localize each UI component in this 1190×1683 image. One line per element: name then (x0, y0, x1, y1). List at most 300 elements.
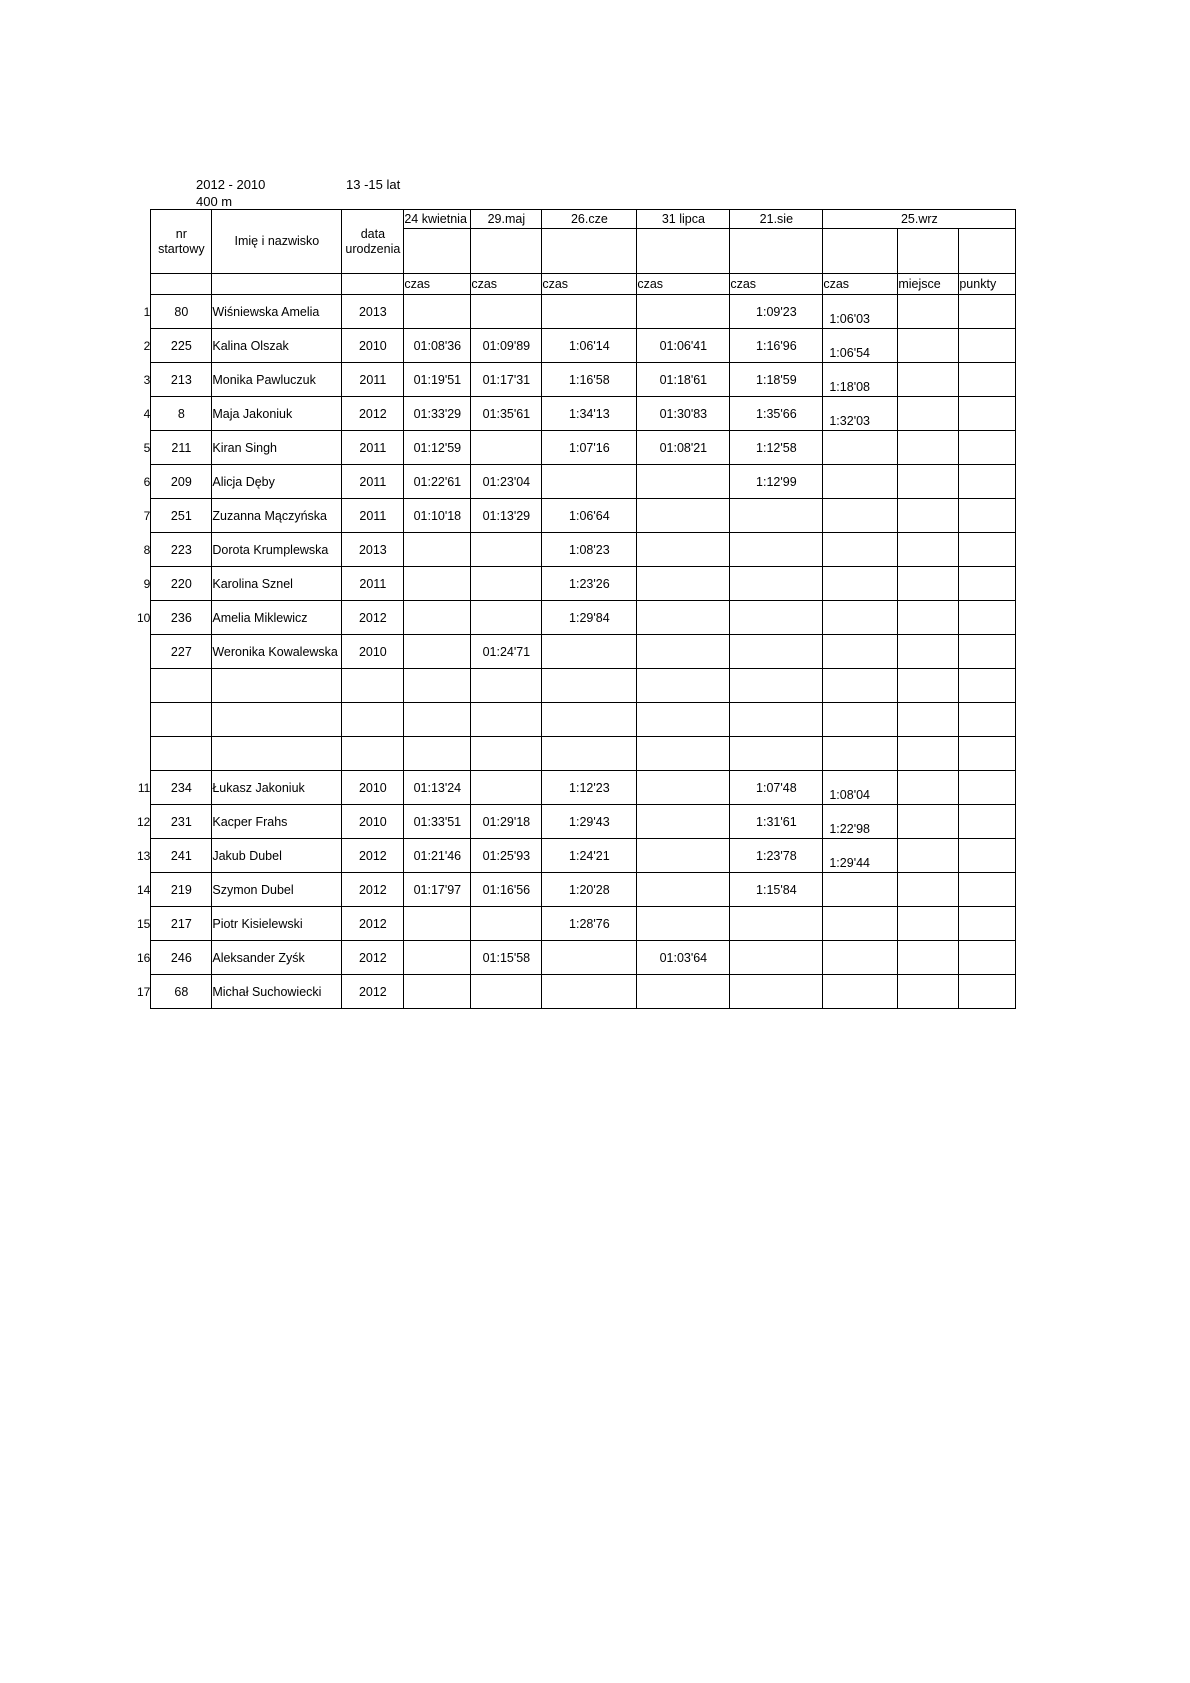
cell-points (959, 703, 1016, 737)
table-row (137, 635, 1016, 669)
cell-time-6 (823, 907, 898, 941)
cell-time-5: 1:12'58 (730, 431, 823, 465)
cell-time-3: 1:23'26 (542, 567, 637, 601)
title-block (196, 176, 546, 210)
header-gap-8 (959, 229, 1016, 274)
cell-time-4: 01:03'64 (637, 941, 730, 975)
cell-time-6: 1:22'98 (823, 805, 898, 839)
cell-time-2 (471, 669, 542, 703)
cell-time-2 (471, 601, 542, 635)
row-index (137, 635, 151, 669)
header-nr-line1: nr (175, 226, 187, 241)
cell-time-1: 01:13'24 (404, 771, 471, 805)
cell-time-1: 01:10'18 (404, 499, 471, 533)
cell-time-1 (404, 533, 471, 567)
cell-time-1 (404, 601, 471, 635)
cell-start-number (151, 703, 212, 737)
cell-points (959, 737, 1016, 771)
cell-place (898, 839, 959, 873)
cell-time-1: 01:12'59 (404, 431, 471, 465)
cell-time-2 (471, 737, 542, 771)
cell-time-6 (823, 601, 898, 635)
cell-place (898, 635, 959, 669)
cell-time-3: 1:16'58 (542, 363, 637, 397)
cell-time-5 (730, 669, 823, 703)
cell-time-4: 01:18'61 (637, 363, 730, 397)
subheader-czas-2: czas (471, 274, 542, 295)
cell-time-2: 01:23'04 (471, 465, 542, 499)
cell-time-2 (471, 533, 542, 567)
cell-athlete-name: Alicja Dęby (212, 465, 342, 499)
cell-time-6: 1:08'04 (823, 771, 898, 805)
cell-athlete-name (212, 737, 342, 771)
header-date-6: 25.wrz (823, 210, 1016, 229)
cell-athlete-name: Szymon Dubel (212, 873, 342, 907)
cell-time-6: 1:18'08 (823, 363, 898, 397)
cell-athlete-name: Weronika Kowalewska (212, 635, 342, 669)
cell-birth-year: 2012 (342, 941, 404, 975)
table-row (137, 737, 1016, 771)
row-index: 7 (143, 508, 151, 523)
cell-place (898, 669, 959, 703)
index-spacer-3 (137, 274, 151, 295)
cell-time-3: 1:07'16 (542, 431, 637, 465)
cell-points (959, 295, 1016, 329)
cell-place (898, 431, 959, 465)
header-date-3: 26.cze (542, 210, 637, 229)
header-gap-3 (542, 229, 637, 274)
cell-points (959, 465, 1016, 499)
cell-athlete-name: Kacper Frahs (212, 805, 342, 839)
cell-time-5 (730, 941, 823, 975)
row-index: 5 (143, 440, 151, 455)
cell-time-6: 1:06'03 (823, 295, 898, 329)
cell-athlete-name: Piotr Kisielewski (212, 907, 342, 941)
cell-time-4 (637, 873, 730, 907)
subheader-czas-4: czas (637, 274, 730, 295)
cell-time-5 (730, 533, 823, 567)
cell-time-5: 1:35'66 (730, 397, 823, 431)
cell-time-6 (823, 499, 898, 533)
table-row (137, 601, 1016, 635)
cell-birth-year: 2012 (342, 839, 404, 873)
header-row-dates (137, 210, 1016, 229)
cell-start-number: 246 (151, 941, 212, 975)
subheader-czas-3: czas (542, 274, 637, 295)
cell-start-number: 220 (151, 567, 212, 601)
cell-time-1 (404, 907, 471, 941)
header-dob-line2: urodzenia (345, 241, 401, 256)
table-row (137, 397, 1016, 431)
cell-place (898, 737, 959, 771)
row-index (137, 703, 151, 737)
row-index: 13 (137, 848, 151, 863)
cell-points (959, 567, 1016, 601)
cell-place (898, 601, 959, 635)
header-gap-4 (637, 229, 730, 274)
cell-points (959, 941, 1016, 975)
cell-time-3: 1:29'84 (542, 601, 637, 635)
cell-place (898, 703, 959, 737)
row-index: 4 (143, 406, 151, 421)
cell-time-5 (730, 975, 823, 1009)
cell-time-5: 1:31'61 (730, 805, 823, 839)
cell-points (959, 771, 1016, 805)
cell-time-6: 1:32'03 (823, 397, 898, 431)
cell-start-number: 234 (151, 771, 212, 805)
row-index: 12 (137, 814, 151, 829)
table-row (137, 703, 1016, 737)
cell-time-2: 01:24'71 (471, 635, 542, 669)
cell-points (959, 907, 1016, 941)
age-years-label: 2012 - 2010 (196, 177, 266, 192)
cell-start-number: 80 (151, 295, 212, 329)
cell-points (959, 329, 1016, 363)
cell-start-number: 209 (151, 465, 212, 499)
cell-points (959, 635, 1016, 669)
cell-time-3 (542, 295, 637, 329)
table-row (137, 295, 1016, 329)
cell-time-5 (730, 907, 823, 941)
cell-athlete-name: Jakub Dubel (212, 839, 342, 873)
cell-time-6 (823, 533, 898, 567)
title-row-2 (196, 193, 546, 210)
cell-time-2 (471, 703, 542, 737)
cell-start-number: 231 (151, 805, 212, 839)
cell-points (959, 975, 1016, 1009)
cell-points (959, 601, 1016, 635)
cell-time-6: 1:06'54 (823, 329, 898, 363)
index-spacer-2 (137, 229, 151, 274)
table-row (137, 499, 1016, 533)
cell-start-number: 225 (151, 329, 212, 363)
cell-time-4 (637, 669, 730, 703)
cell-start-number: 236 (151, 601, 212, 635)
cell-time-6 (823, 635, 898, 669)
header-nr (151, 210, 212, 274)
cell-time-3 (542, 975, 637, 1009)
cell-time-5 (730, 737, 823, 771)
header-date-5: 21.sie (730, 210, 823, 229)
cell-points (959, 873, 1016, 907)
row-index: 1 (143, 304, 151, 319)
cell-time-1 (404, 737, 471, 771)
cell-time-4 (637, 465, 730, 499)
row-index: 16 (137, 950, 151, 965)
distance-label: 400 m (196, 194, 233, 209)
cell-time-1 (404, 567, 471, 601)
header-name: Imię i nazwisko (212, 210, 342, 274)
cell-start-number (151, 737, 212, 771)
cell-time-4 (637, 567, 730, 601)
cell-time-2 (471, 771, 542, 805)
cell-time-1 (404, 635, 471, 669)
cell-time-3: 1:29'43 (542, 805, 637, 839)
cell-time-4 (637, 771, 730, 805)
cell-time-4 (637, 703, 730, 737)
row-index (137, 669, 151, 703)
cell-start-number: 68 (151, 975, 212, 1009)
cell-time-6 (823, 975, 898, 1009)
cell-time-3 (542, 635, 637, 669)
cell-points (959, 805, 1016, 839)
cell-place (898, 907, 959, 941)
cell-time-3: 1:12'23 (542, 771, 637, 805)
table-row (137, 431, 1016, 465)
row-index: 2 (143, 338, 151, 353)
cell-time-6 (823, 465, 898, 499)
cell-time-1 (404, 941, 471, 975)
cell-time-1: 01:33'51 (404, 805, 471, 839)
row-index: 8 (143, 542, 151, 557)
header-date-2: 29.maj (471, 210, 542, 229)
results-table (137, 209, 1016, 1009)
row-index: 9 (143, 576, 151, 591)
header-gap-5 (730, 229, 823, 274)
cell-birth-year (342, 669, 404, 703)
cell-birth-year: 2013 (342, 295, 404, 329)
cell-time-2: 01:16'56 (471, 873, 542, 907)
table-row (137, 873, 1016, 907)
header-date-4: 31 lipca (637, 210, 730, 229)
header-gap-2 (471, 229, 542, 274)
cell-birth-year: 2012 (342, 873, 404, 907)
cell-birth-year: 2011 (342, 465, 404, 499)
cell-athlete-name: Aleksander Zyśk (212, 941, 342, 975)
row-index: 6 (143, 474, 151, 489)
cell-time-4 (637, 295, 730, 329)
cell-birth-year: 2010 (342, 771, 404, 805)
row-index: 11 (137, 780, 151, 795)
index-spacer (137, 210, 151, 229)
cell-time-6 (823, 941, 898, 975)
header-gap-6 (823, 229, 898, 274)
cell-birth-year: 2010 (342, 635, 404, 669)
cell-time-4 (637, 635, 730, 669)
cell-time-4 (637, 839, 730, 873)
cell-time-5 (730, 601, 823, 635)
cell-time-3: 1:24'21 (542, 839, 637, 873)
cell-time-3: 1:28'76 (542, 907, 637, 941)
cell-time-4: 01:06'41 (637, 329, 730, 363)
cell-points (959, 669, 1016, 703)
cell-start-number: 251 (151, 499, 212, 533)
cell-place (898, 533, 959, 567)
cell-time-5 (730, 635, 823, 669)
table-row (137, 805, 1016, 839)
cell-time-6 (823, 703, 898, 737)
cell-place (898, 397, 959, 431)
table-head (137, 210, 1016, 295)
cell-start-number: 213 (151, 363, 212, 397)
cell-athlete-name: Amelia Miklewicz (212, 601, 342, 635)
table-row (137, 669, 1016, 703)
cell-time-2 (471, 431, 542, 465)
cell-time-3 (542, 669, 637, 703)
cell-birth-year: 2010 (342, 805, 404, 839)
cell-time-5: 1:16'96 (730, 329, 823, 363)
table-row (137, 771, 1016, 805)
cell-time-4 (637, 805, 730, 839)
cell-place (898, 329, 959, 363)
cell-time-5: 1:18'59 (730, 363, 823, 397)
cell-athlete-name: Łukasz Jakoniuk (212, 771, 342, 805)
cell-start-number: 211 (151, 431, 212, 465)
table-row (137, 567, 1016, 601)
cell-athlete-name: Zuzanna Mączyńska (212, 499, 342, 533)
row-index: 10 (137, 610, 151, 625)
cell-time-3 (542, 941, 637, 975)
row-index: 14 (137, 882, 151, 897)
row-index: 3 (143, 372, 151, 387)
cell-time-6 (823, 431, 898, 465)
cell-points (959, 533, 1016, 567)
cell-birth-year: 2011 (342, 499, 404, 533)
table-row (137, 363, 1016, 397)
table-row (137, 907, 1016, 941)
cell-time-5 (730, 499, 823, 533)
cell-time-6 (823, 567, 898, 601)
header-gap-7 (898, 229, 959, 274)
cell-place (898, 941, 959, 975)
cell-time-3: 1:34'13 (542, 397, 637, 431)
cell-start-number: 227 (151, 635, 212, 669)
cell-time-2: 01:29'18 (471, 805, 542, 839)
cell-place (898, 567, 959, 601)
cell-time-6: 1:29'44 (823, 839, 898, 873)
cell-time-4 (637, 975, 730, 1009)
cell-start-number: 223 (151, 533, 212, 567)
row-index: 15 (137, 916, 151, 931)
cell-time-6 (823, 669, 898, 703)
cell-birth-year: 2010 (342, 329, 404, 363)
cell-start-number: 241 (151, 839, 212, 873)
cell-points (959, 363, 1016, 397)
cell-points (959, 431, 1016, 465)
cell-birth-year (342, 703, 404, 737)
cell-athlete-name: Michał Suchowiecki (212, 975, 342, 1009)
cell-time-5: 1:09'23 (730, 295, 823, 329)
cell-time-3: 1:20'28 (542, 873, 637, 907)
cell-time-1: 01:08'36 (404, 329, 471, 363)
cell-time-2 (471, 295, 542, 329)
row-index: 17 (137, 984, 151, 999)
cell-time-4 (637, 737, 730, 771)
subheader-miejsce: miejsce (898, 274, 959, 295)
cell-time-2: 01:17'31 (471, 363, 542, 397)
cell-birth-year: 2012 (342, 601, 404, 635)
cell-time-5 (730, 703, 823, 737)
cell-athlete-name: Kiran Singh (212, 431, 342, 465)
table-row (137, 329, 1016, 363)
cell-time-1: 01:33'29 (404, 397, 471, 431)
table-row (137, 465, 1016, 499)
cell-time-5 (730, 567, 823, 601)
subheader-czas-5: czas (730, 274, 823, 295)
cell-birth-year: 2011 (342, 363, 404, 397)
cell-place (898, 975, 959, 1009)
cell-birth-year (342, 737, 404, 771)
title-row-1 (196, 176, 546, 193)
cell-place (898, 465, 959, 499)
subheader-nr (151, 274, 212, 295)
table-row (137, 839, 1016, 873)
cell-time-2: 01:13'29 (471, 499, 542, 533)
cell-time-3 (542, 703, 637, 737)
cell-start-number (151, 669, 212, 703)
cell-birth-year: 2012 (342, 907, 404, 941)
cell-place (898, 873, 959, 907)
cell-time-2 (471, 975, 542, 1009)
cell-time-1: 01:22'61 (404, 465, 471, 499)
cell-time-4: 01:30'83 (637, 397, 730, 431)
cell-time-4 (637, 499, 730, 533)
cell-time-2 (471, 907, 542, 941)
cell-points (959, 499, 1016, 533)
cell-points (959, 397, 1016, 431)
cell-time-4 (637, 601, 730, 635)
cell-time-5: 1:23'78 (730, 839, 823, 873)
cell-athlete-name: Wiśniewska Amelia (212, 295, 342, 329)
cell-birth-year: 2011 (342, 567, 404, 601)
cell-start-number: 219 (151, 873, 212, 907)
cell-place (898, 499, 959, 533)
cell-time-2: 01:15'58 (471, 941, 542, 975)
header-gap-1 (404, 229, 471, 274)
cell-athlete-name: Dorota Krumplewska (212, 533, 342, 567)
cell-time-1 (404, 669, 471, 703)
cell-start-number: 217 (151, 907, 212, 941)
header-row-sub (137, 274, 1016, 295)
table-row (137, 941, 1016, 975)
subheader-czas-1: czas (404, 274, 471, 295)
cell-time-1 (404, 295, 471, 329)
table-body (137, 295, 1016, 1009)
cell-time-2: 01:09'89 (471, 329, 542, 363)
cell-birth-year: 2012 (342, 397, 404, 431)
cell-time-5: 1:12'99 (730, 465, 823, 499)
cell-athlete-name: Kalina Olszak (212, 329, 342, 363)
age-category-label: 13 -15 lat (346, 177, 401, 192)
row-index (137, 737, 151, 771)
cell-time-1 (404, 975, 471, 1009)
subheader-dob (342, 274, 404, 295)
cell-athlete-name: Karolina Sznel (212, 567, 342, 601)
cell-place (898, 771, 959, 805)
cell-birth-year: 2013 (342, 533, 404, 567)
cell-time-3: 1:06'14 (542, 329, 637, 363)
cell-time-1: 01:17'97 (404, 873, 471, 907)
cell-time-2: 01:35'61 (471, 397, 542, 431)
header-dob-line1: data (360, 226, 386, 241)
subheader-punkty: punkty (959, 274, 1016, 295)
cell-time-4 (637, 533, 730, 567)
cell-time-1: 01:19'51 (404, 363, 471, 397)
cell-time-4: 01:08'21 (637, 431, 730, 465)
subheader-name (212, 274, 342, 295)
header-date-1: 24 kwietnia (404, 210, 471, 229)
cell-birth-year: 2012 (342, 975, 404, 1009)
table-row (137, 975, 1016, 1009)
cell-athlete-name: Maja Jakoniuk (212, 397, 342, 431)
cell-time-3 (542, 465, 637, 499)
subheader-czas-6: czas (823, 274, 898, 295)
cell-time-1: 01:21'46 (404, 839, 471, 873)
cell-place (898, 805, 959, 839)
cell-time-2 (471, 567, 542, 601)
header-nr-line2: startowy (158, 241, 205, 256)
cell-time-6 (823, 737, 898, 771)
